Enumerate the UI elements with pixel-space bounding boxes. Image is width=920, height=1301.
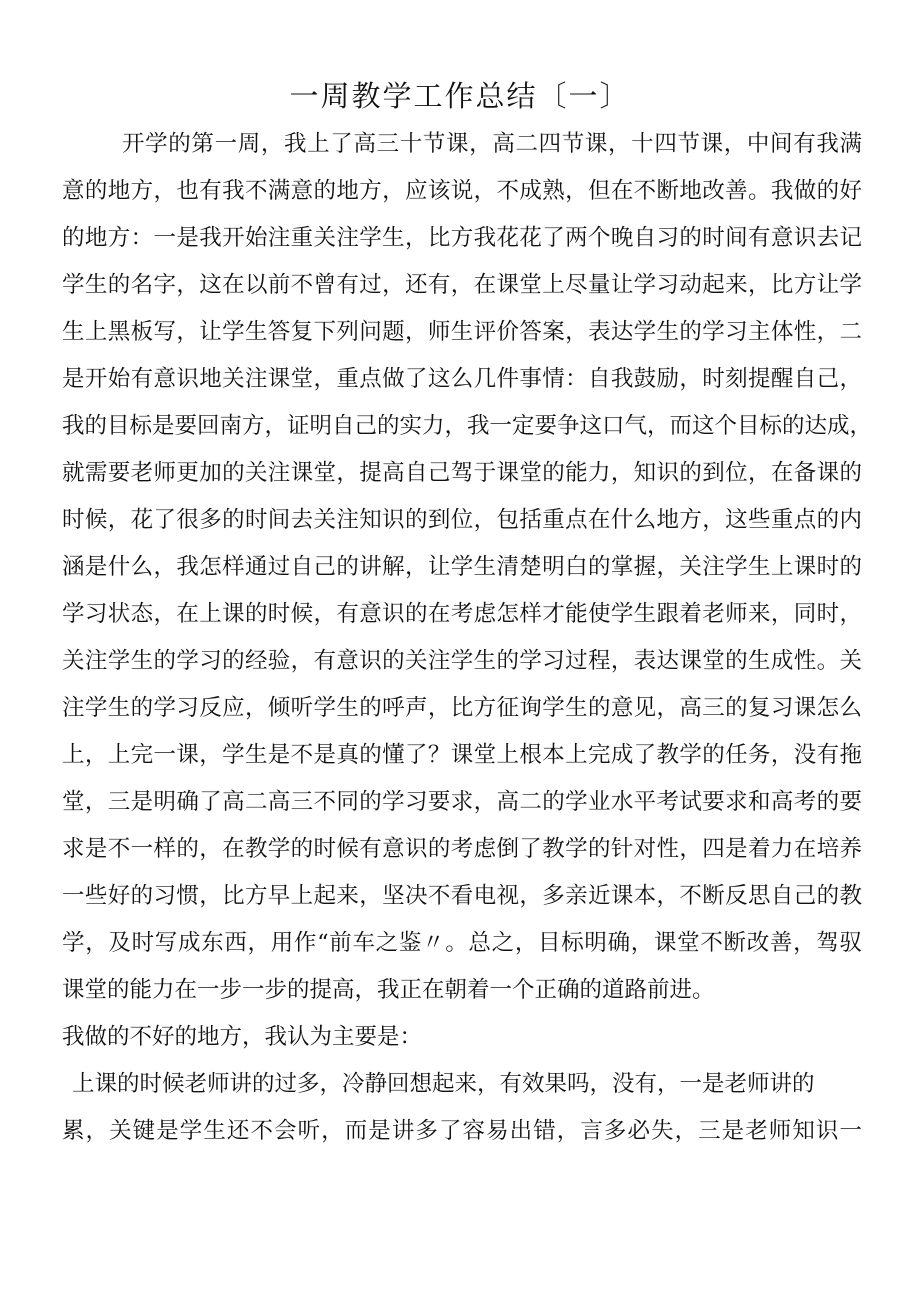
paragraph-1-line: 生上黑板写，让学生答复下列问题，师生评价答案，表达学生的学习主体性，二 bbox=[62, 319, 862, 345]
paragraph-1-line: 意的地方，也有我不满意的地方，应该说，不成熟，但在不断地改善。我做的好 bbox=[62, 178, 862, 204]
paragraph-1-line: 学习状态，在上课的时候，有意识的在考虑怎样才能使学生跟着老师来，同时， bbox=[62, 601, 862, 627]
paragraph-1-line: 开学的第一周，我上了高三十节课，高二四节课，十四节课，中间有我满 bbox=[122, 131, 862, 157]
paragraph-2 bbox=[62, 1019, 862, 1055]
paragraph-1-line: 学生的名字，这在以前不曾有过，还有，在课堂上尽量让学习动起来，比方让学 bbox=[62, 272, 862, 298]
paragraph-1-line: 是开始有意识地关注课堂，重点做了这么几件事情：自我鼓励，时刻提醒自己， bbox=[62, 366, 862, 392]
paragraph-1-line: 我的目标是要回南方，证明自己的实力，我一定要争这口气，而这个目标的达成， bbox=[62, 413, 873, 439]
paragraph-1-line: 注学生的学习反应，倾听学生的呼声，比方征询学生的意见，高三的复习课怎么 bbox=[62, 695, 862, 721]
paragraph-3-line: 上课的时候老师讲的过多，冷静回想起来，有效果吗，没有，一是老师讲的 bbox=[72, 1071, 815, 1097]
paragraph-1-line: 课堂的能力在一步一步的提高，我正在朝着一个正确的道路前进。 bbox=[62, 977, 715, 1003]
document-body bbox=[62, 126, 873, 1160]
paragraph-1-line: 一些好的习惯，比方早上起来，坚决不看电视，多亲近课本，不断反思自己的教 bbox=[62, 883, 862, 909]
paragraph-1-line: 关注学生的学习的经验，有意识的关注学生的学习过程，表达课堂的生成性。关 bbox=[62, 648, 862, 674]
paragraph-1 bbox=[62, 126, 873, 1008]
paragraph-1-line: 的地方：一是我开始注重关注学生，比方我花花了两个晚自习的时间有意识去记 bbox=[62, 225, 862, 251]
paragraph-3-line: 累，关键是学生还不会听，而是讲多了容易出错，言多必失，三是老师知识一 bbox=[62, 1118, 862, 1144]
paragraph-1-line: 时候，花了很多的时间去关注知识的到位，包括重点在什么地方，这些重点的内 bbox=[62, 507, 862, 533]
paragraph-1-line: 上，上完一课，学生是不是真的懂了？课堂上根本上完成了教学的任务，没有拖 bbox=[62, 742, 862, 768]
paragraph-1-line: 堂，三是明确了高二高三不同的学习要求，高二的学业水平考试要求和高考的要 bbox=[62, 789, 862, 815]
paragraph-1-line: 涵是什么，我怎样通过自己的讲解，让学生清楚明白的掌握，关注学生上课时的 bbox=[62, 554, 862, 580]
paragraph-1-line: 学，及时写成东西，用作“前车之鉴〃。总之，目标明确，课堂不断改善，驾驭 bbox=[62, 930, 862, 956]
paragraph-2-line: 我做的不好的地方，我认为主要是： bbox=[62, 1024, 423, 1050]
paragraph-3 bbox=[62, 1066, 862, 1149]
paragraph-1-line: 就需要老师更加的关注课堂，提高自己驾于课堂的能力，知识的到位，在备课的 bbox=[62, 460, 862, 486]
paragraph-1-line: 求是不一样的，在教学的时候有意识的考虑倒了教学的针对性，四是着力在培养 bbox=[62, 836, 862, 862]
document-title: 一周教学工作总结〔一〕 bbox=[289, 79, 631, 113]
